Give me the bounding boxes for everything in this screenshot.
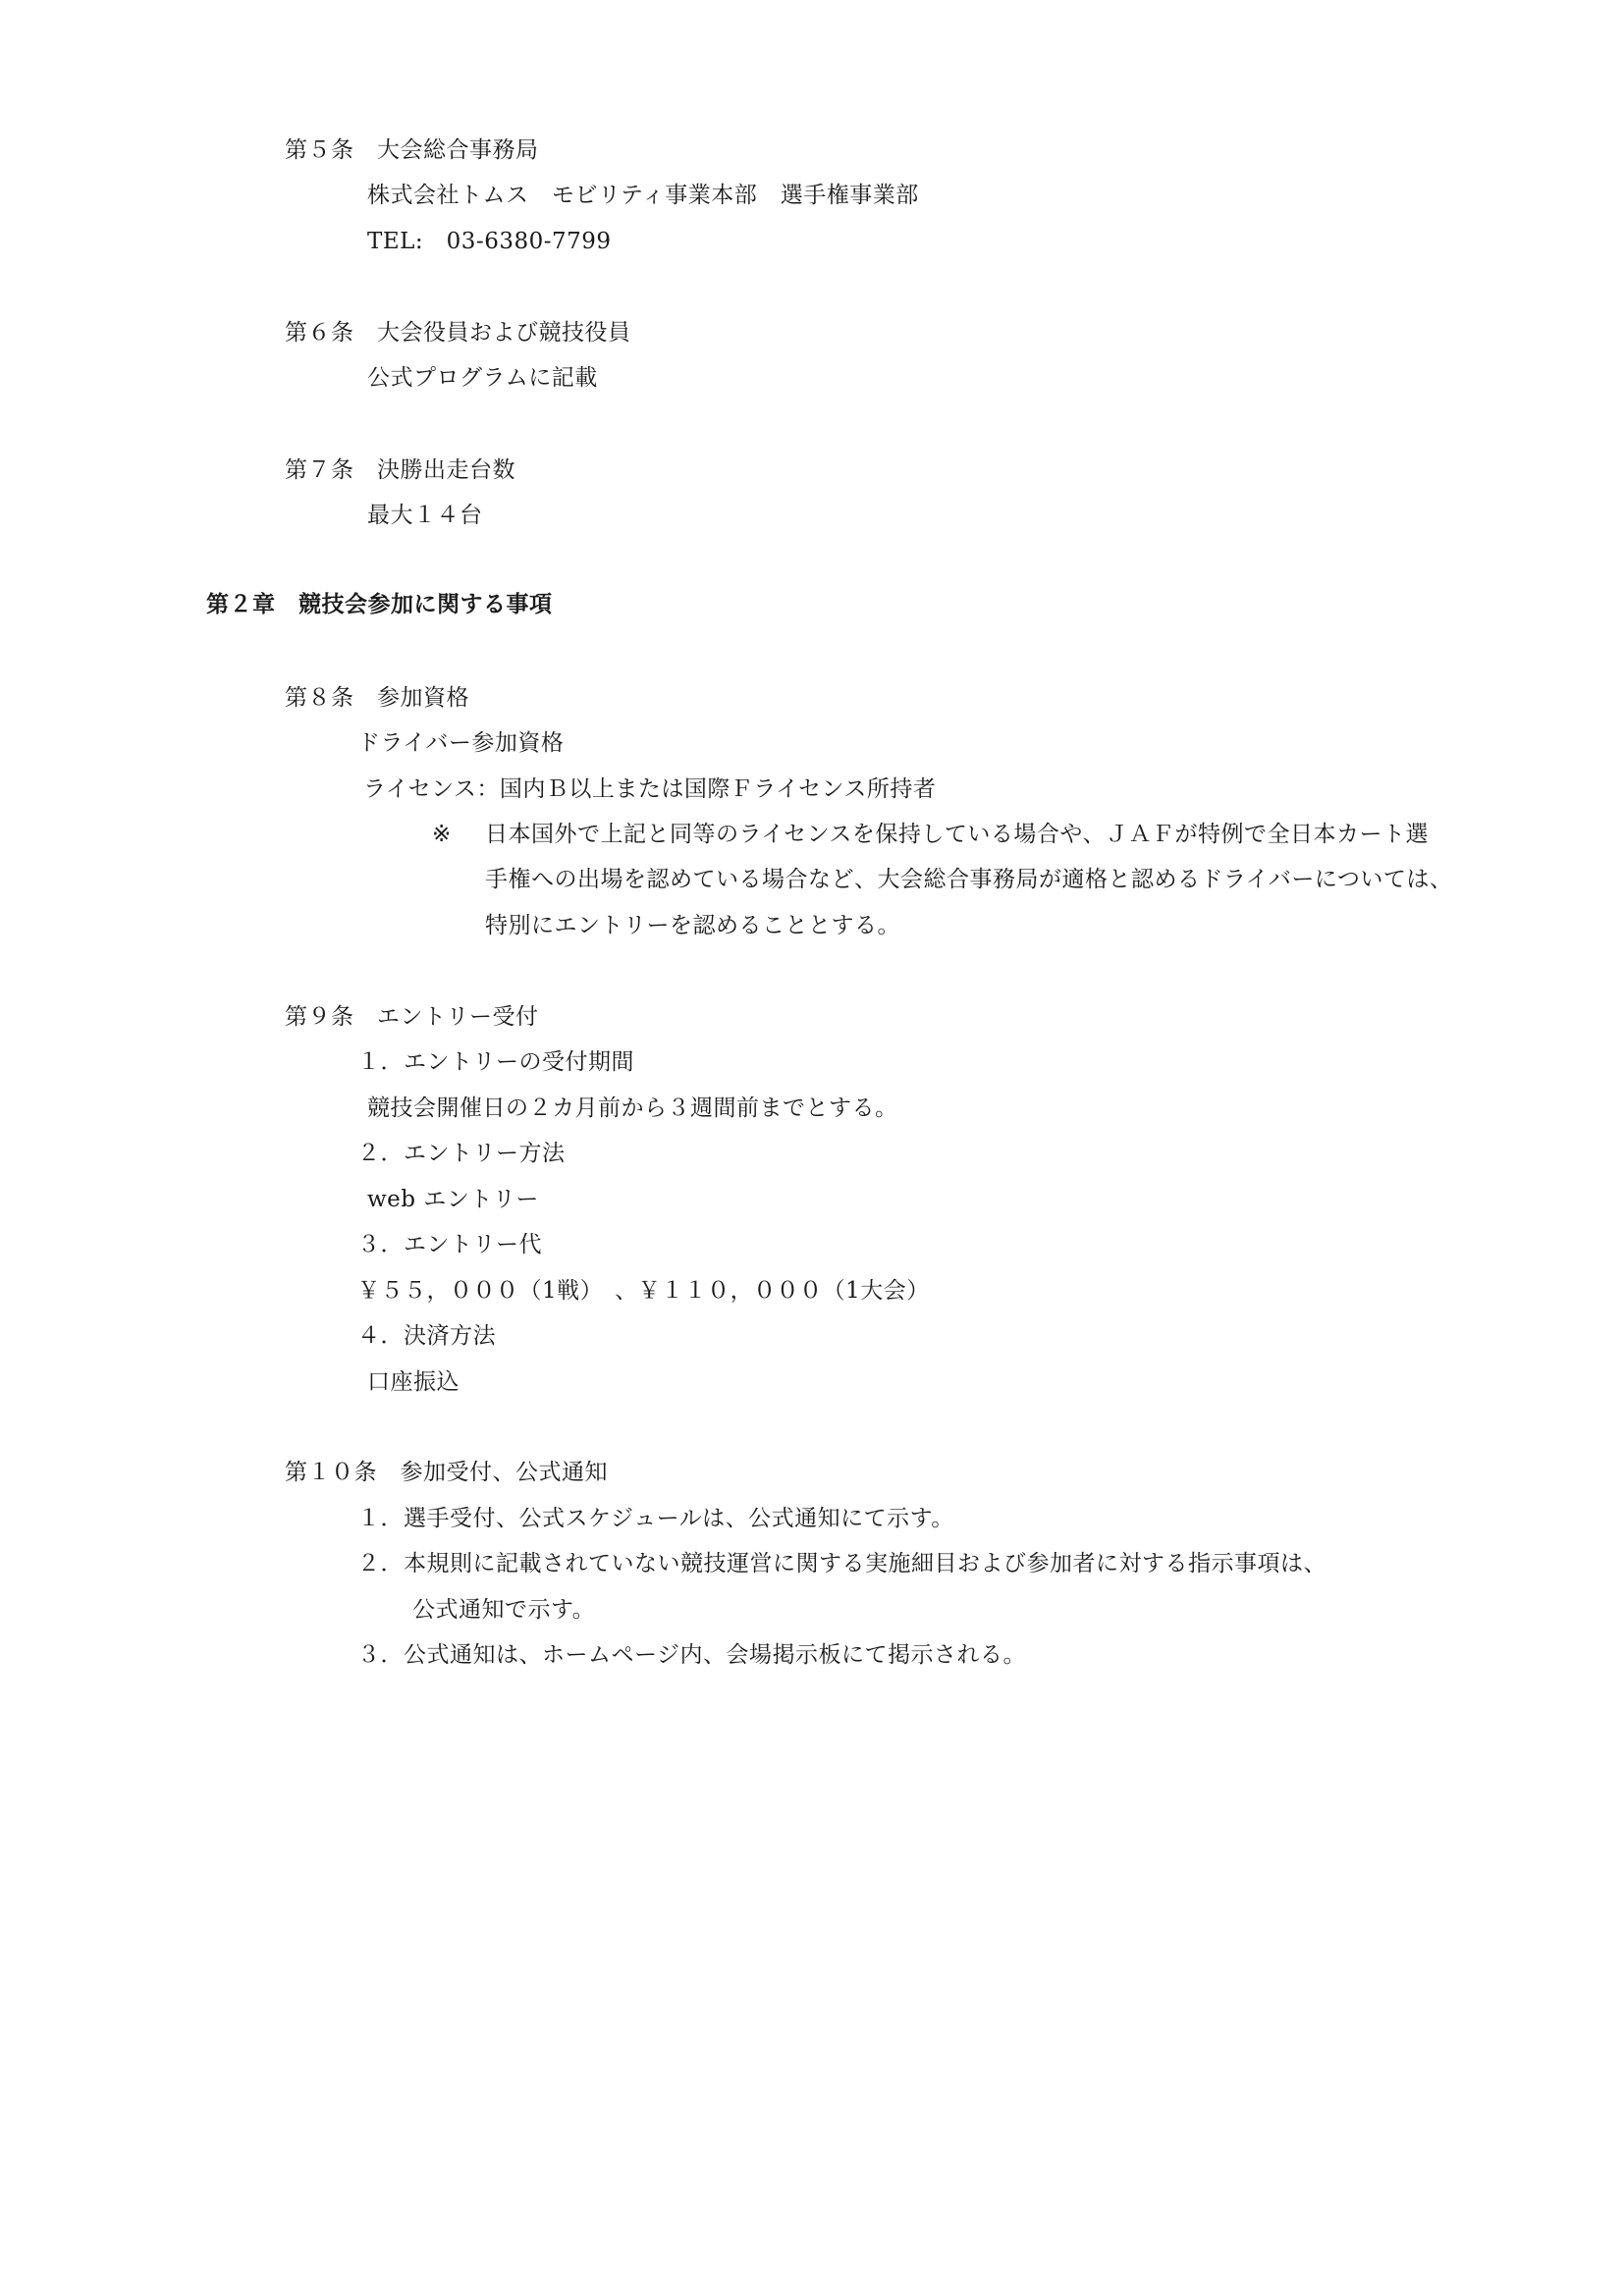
article-9-item-4: ４．決済方法	[357, 1323, 496, 1349]
article-8-note-mark: ※	[432, 822, 452, 847]
article-7-text: 最大１４台	[367, 503, 483, 528]
article-8-note-line-3: 特別にエントリーを認めることとする。	[485, 913, 900, 938]
article-9-item-2-detail: web エントリー	[367, 1187, 539, 1212]
article-5-heading: 第５条 大会総合事務局	[285, 137, 539, 163]
article-6-heading: 第６条 大会役員および競技役員	[285, 320, 631, 346]
article-8-driver-qualification: ドライバー参加資格	[357, 730, 565, 756]
chapter-2-title: 第２章 競技会参加に関する事項	[206, 592, 553, 617]
article-8-heading: 第８条 参加資格	[285, 685, 469, 711]
article-8-note-line-2: 手権への出場を認めている場合など、大会総合事務局が適格と認めるドライバーについては、	[485, 867, 1453, 892]
article-10-item-2-continued: 公式通知で示す。	[412, 1597, 596, 1623]
article-5-phone: TEL: 03-6380-7799	[367, 229, 612, 254]
article-10-item-1: １．選手受付、公式スケジュールは、公式通知にて示す。	[357, 1506, 954, 1531]
article-10-heading: 第１０条 参加受付、公式通知	[285, 1460, 608, 1485]
article-9-heading: 第９条 エントリー受付	[285, 1004, 539, 1030]
article-9-item-4-detail: 口座振込	[367, 1369, 460, 1395]
article-10-item-3: ３．公式通知は、ホームページ内、会場掲示板にて掲示される。	[357, 1642, 1027, 1668]
article-9-item-3-detail: ￥５５，０００（1戦） 、￥１１０，０００（1大会）	[357, 1278, 930, 1304]
article-5-organization: 株式会社トムス モビリティ事業本部 選手権事業部	[367, 183, 919, 208]
article-9-item-3: ３．エントリー代	[357, 1232, 542, 1257]
article-10-item-2: ２．本規則に記載されていない競技運営に関する実施細目および参加者に対する指示事項は、	[357, 1551, 1326, 1576]
article-7-heading: 第７条 決勝出走台数	[285, 457, 515, 483]
article-6-text: 公式プログラムに記載	[367, 365, 598, 391]
article-9-item-2: ２．エントリー方法	[357, 1141, 566, 1166]
article-8-note-line-1: 日本国外で上記と同等のライセンスを保持している場合や、ＪＡＦが特例で全日本カート選	[485, 822, 1429, 847]
article-9-item-1: １．エントリーの受付期間	[357, 1049, 634, 1075]
article-9-item-1-detail: 競技会開催日の２カ月前から３週間前までとする。	[367, 1095, 898, 1121]
article-8-license: ライセンス：国内Ｂ以上または国際Ｆライセンス所持者	[363, 776, 937, 802]
